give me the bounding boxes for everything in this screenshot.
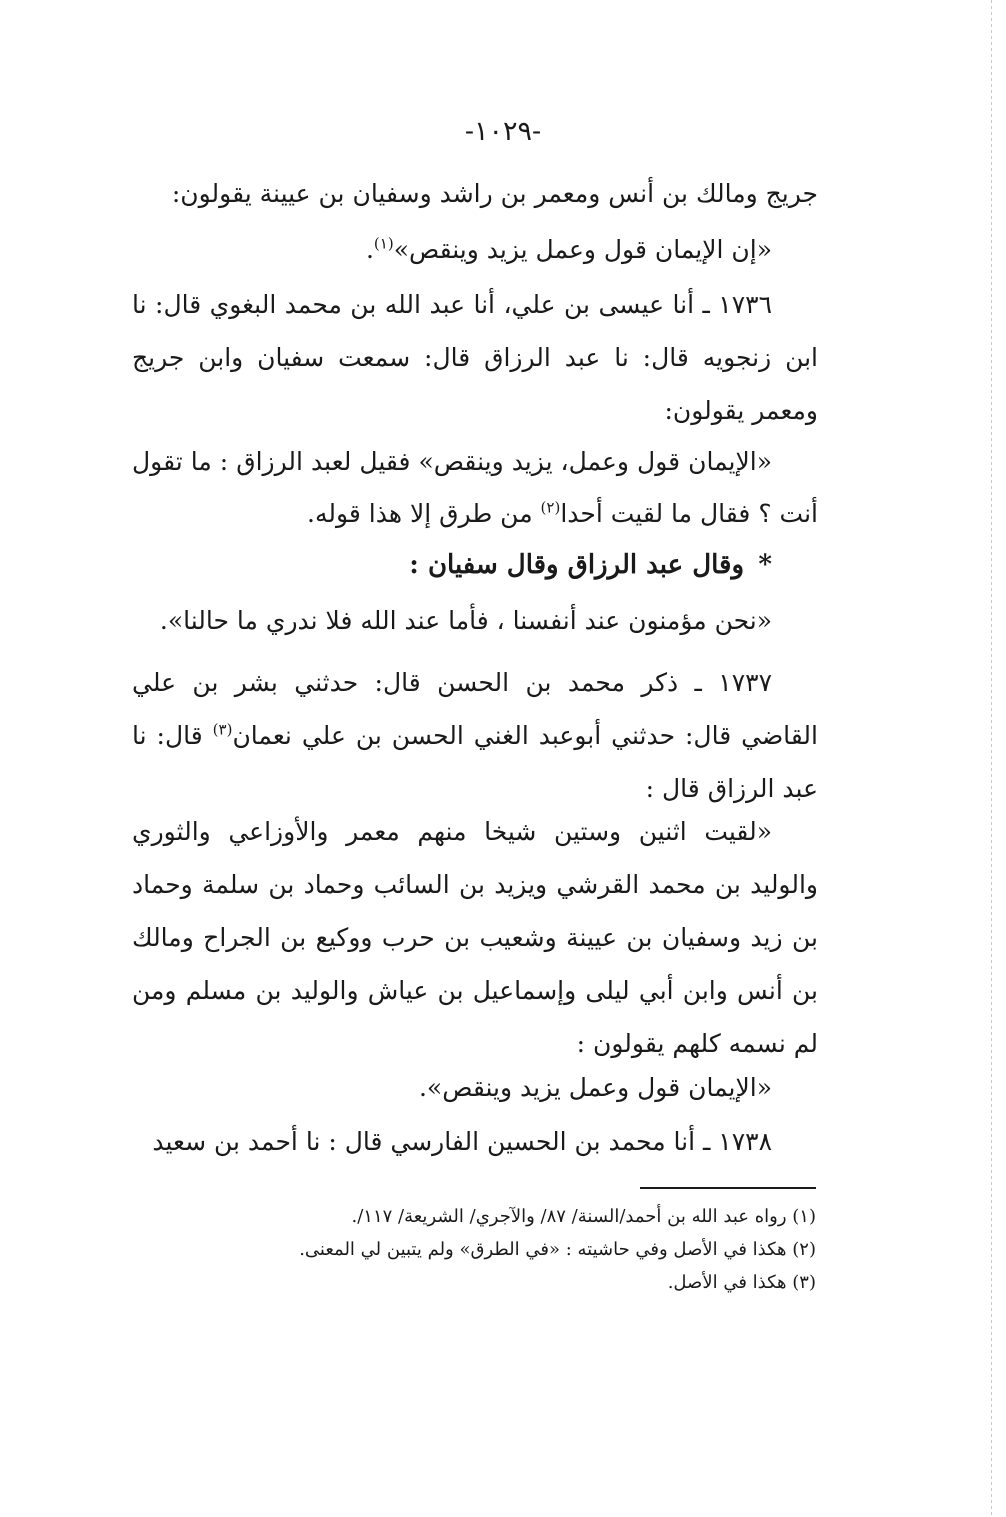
intro-quote-text: «إن الإيمان قول وعمل يزيد وينقص» [393,235,772,264]
entry-1737-text [132,656,818,815]
entry-1736-text: ١٧٣٦ ـ أنا عيسى بن علي، أنا عبد الله بن محمد البغوي قال: نا ابن زنجويه قال: نا عبد الرزاق قال: سمعت سفيان وابن جريج ومعمر يقولون: [132,290,818,425]
entry-1736-quote-block [132,436,818,540]
entry-1737-text-part2: قال: نا عبد الرزاق قال : [132,721,818,803]
footnote-ref-2: (٢) [540,498,561,517]
entry-1737 [132,656,818,815]
entry-1736-quote-part1: «الإيمان قول وعمل، يزيد وينقص» فقيل لعبد الرزاق : ما تقول أنت ؟ فقال ما لقيت أحدا [132,447,818,528]
entry-1738 [132,1117,818,1167]
entry-1736 [132,278,818,437]
footnote-ref-1: (١) [373,234,394,253]
statement-block [132,596,818,646]
section-heading [132,540,818,590]
heading-text: وقال عبد الرزاق وقال سفيان : [409,550,744,580]
footnote-ref-3: (٣) [212,720,233,739]
entry-1738-text: ١٧٣٨ ـ أنا محمد بن الحسين الفارسي قال : نا أحمد بن سعيد [152,1127,772,1156]
footnote-divider [640,1187,816,1189]
footnote-3: (٣) هكذا في الأصل. [667,1272,816,1293]
intro-block [132,166,818,278]
footnote-2: (٢) هكذا في الأصل وفي حاشيته : «في الطرق» ولم يتبين لي المعنى. [299,1239,816,1260]
scan-edge-artifact [991,0,992,1517]
star-marker: * [758,550,772,580]
page-number: -١٠٢٩- [464,116,542,147]
entry-1737-text-part1: ١٧٣٧ ـ ذكر محمد بن الحسن قال: حدثني بشر بن علي القاضي قال: حدثني أبوعبد الغني الحسن بن علي نعمان [132,668,818,750]
entry-1736-quote [132,436,818,540]
intro-line: جريج ومالك بن أنس ومعمر بن راشد وسفيان بن عيينة يقولون: [171,179,818,208]
entry-1737-quote-block [132,805,818,1070]
entry-1737-conclusion-block [132,1063,818,1113]
entry-1736-quote-part2: من طرق إلا هذا قوله. [307,499,541,528]
statement-text: «نحن مؤمنون عند أنفسنا ، فأما عند الله فلا ندري ما حالنا». [159,606,772,635]
footnote-1: (١) رواه عبد الله بن أحمد/السنة/ ٨٧/ والآجري/ الشريعة/ ١١٧/. [351,1206,816,1227]
footnotes [132,1200,816,1299]
intro-quote [132,222,818,278]
heading-line [132,540,818,590]
intro-quote-end: . [365,235,374,264]
entry-1737-conclusion: «الإيمان قول وعمل يزيد وينقص». [418,1073,772,1102]
entry-1737-quote: «لقيت اثنين وستين شيخا منهم معمر والأوزاعي والثوري والوليد بن محمد القرشي ويزيد بن السائب وحماد بن سلمة وحماد بن زيد وسفيان بن عيينة وشعيب بن حرب ووكيع بن الجراح ومالك بن أنس وابن أبي ليلى وإسماعيل بن عياش والوليد بن مسلم ومن لم نسمه كلهم يقولون : [132,817,818,1058]
